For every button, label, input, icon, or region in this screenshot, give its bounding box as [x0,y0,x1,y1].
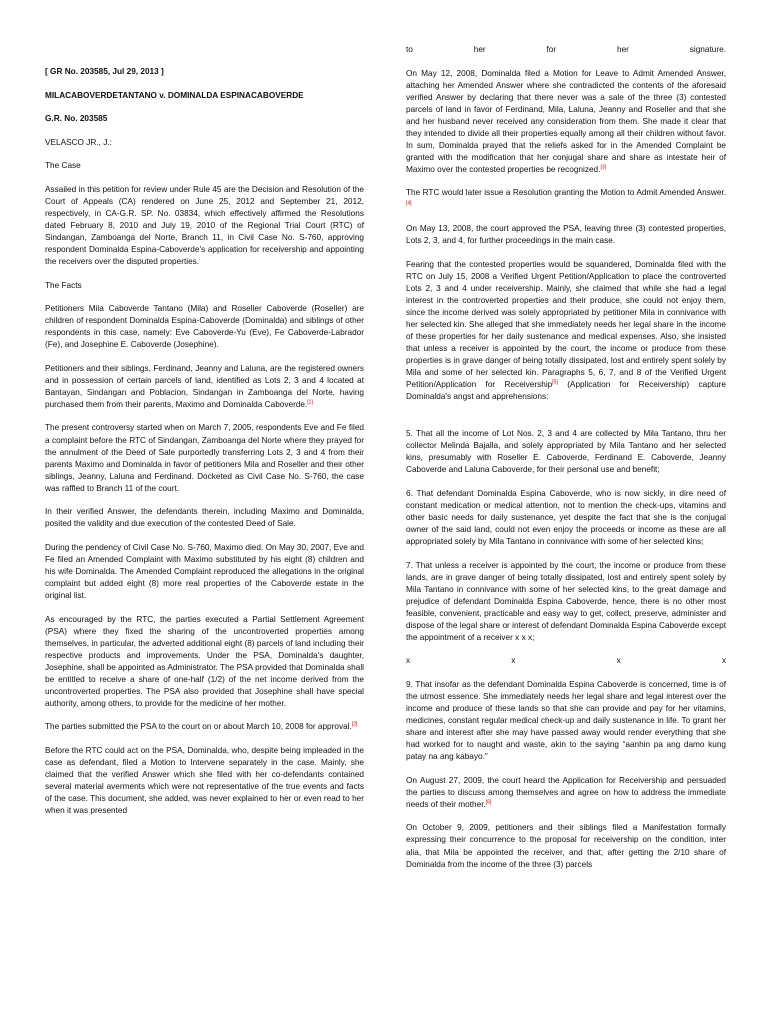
p-intervene [45,745,364,817]
footnote-ref[interactable]: [6] [485,799,492,806]
heading-the-facts-text: The Facts [45,280,82,290]
left-column [45,66,364,829]
p-may13-text: On May 13, 2008, the court approved the PSA, leaving three (3) contested properties, Lots 2, 3, and 4, for further proceedings in the main case. [406,224,726,246]
p-rtc-resolution-text: The RTC would later issue a Resolution granting the Motion to Admit Amended Answer. [406,188,726,198]
case-ref [45,66,364,78]
p-answer [45,506,364,530]
p-fearing-text-after: (Application for Receivership) capture Dominalda's angst and apprehensions: [406,380,727,402]
heading-the-facts [45,280,364,292]
p-answer-text: In their verified Answer, the defendants therein, including Maximo and Dominalda, posited the validity and due execution of the contested Deed of Sale. [45,507,364,529]
x-mark: x [511,656,516,666]
p-may12 [406,68,726,176]
p-intervene-text: Before the RTC could act on the PSA, Dominalda, who, despite being impleaded in the case as defendant, filed a Motion to Intervene separately in the case. Mainly, she claimed that the verified Answer which she filed with her co-defendants contained several material averments which were not representative of the true events and facts of the case. This document, she added, was never explained to her or even read to her when it was presented [45,746,364,816]
heading-the-case [45,160,364,172]
p-psa [45,614,364,710]
gr-number [45,113,364,125]
p-may13 [406,223,726,247]
p-aug27-text: On August 27, 2009, the court heard the Application for Receivership and persuaded the parties to discuss among themselves and agree on how to address the immediate needs of their mother. [406,775,726,809]
p-may12-text: On May 12, 2008, Dominalda filed a Motion for Leave to Admit Amended Answer, attaching her Amended Answer where she contradicted the contents of the aforesaid verified Answer by declaring that there never was a sale of the three (3) contested parcels of land in favor of Ferdinand, Mila, Laluna, Jeanny and Roseller and that she and her husband never received any consideration from them. She made it clear that they intended to divide all their properties equally among all their children without favor. In sum, Dominalda prayed that the reliefs asked for in the Amended Complaint be granted with the modification that her conjugal share and share as intestate heir of Maximo over the contested properties be recognized. [406,68,726,174]
right-column [406,44,726,882]
p-siblings [45,363,364,411]
p-item7 [406,560,726,644]
heading-the-case-text: The Case [45,161,81,171]
case-title-text: MILACABOVERDETANTANO v. DOMINALDA ESPINACABOVERDE [45,90,304,100]
p-siblings-text: Petitioners and their siblings, Ferdinand, Jeanny and Laluna, are the registered owners and in possession of certain parcels of land, identified as Lots 2, 3 and 4 located at Bantayan, Sindangan and Poblacion, Sindangan in Zamboanga del Norte, having purchased them from their parents, Maximo and Dominalda Caboverde. [45,363,364,409]
p-aug27 [406,775,726,811]
x-row [406,655,726,667]
p-pendency-text: During the pendency of Civil Case No. S-760, Maximo died. On May 30, 2007, Eve and Fe filed an Amended Complaint with Maximo substituted by his eight (8) children and his wife Dominalda. The Amended Complaint reproduced the allegations in the original complaint but added eight (8) more real properties of the Caboverde estate in the original list. [45,542,364,601]
p-oct9-text: On October 9, 2009, petitioners and their siblings filed a Manifestation formally expressing their concurrence to the proposal for receivership on the condition, inter alia, that Mila be appointed the receiver, and that, after getting the 2/10 share of Dominalda from the income of the three (3) parcels [406,823,726,869]
case-title [45,90,364,102]
x-mark: x [406,656,411,666]
p-item6-text: 6. That defendant Dominalda Espina Caboverde, who is now sickly, in dire need of constant medication or medical attention, not to mention the check-ups, vitamins and other basic needs for daily sustenance, yet despite the fact that she is the conjugal owner of the said land, could not even enjoy the proceeds or income as these are all appropriated solely by Mila Tantano in connivance with some of her selected kins; [406,488,726,547]
p-submitted [45,721,364,733]
p-item9-text: 9. That insofar as the defendant Dominalda Espina Caboverde is concerned, time is of the utmost essence. She immediately needs her legal share and legal interest over the income and produce of these lands so that she can provide and pay for her vitamins, medicines, constant regular medical check-up and daily sustenance in life. To grant her share and interest after she may have passed away would render everything that she had worked for to naught and waste, akin to the saying “aanhin pa ang damo kung patay na ang kabayo.” [406,679,726,762]
x-mark: x [721,656,726,666]
p-fearing [406,259,726,404]
p-item5 [406,428,726,476]
p-item5-text: 5. That all the income of Lot Nos. 2, 3 and 4 are collected by Mila Tantano, thru her collector Melinda Bajalla, and solely appropriated by Mila Tantano and her selected kins, presumably with Roseller E. Caboverde, Ferdinand E. Caboverde, Jeanny Caboverde and Laluna Caboverde, for their personal use and benefit; [406,429,726,475]
p-assailed-text: Assailed in this petition for review under Rule 45 are the Decision and Resolution of the Court of Appeals (CA) rendered on June 25, 2012 and September 21, 2012, respectively, in CA-G.R. SP. No. 03834, which effectively affirmed the Resolutions dated February 8, 2010 and July 19, 2010 of the Regional Trial Court (RTC) of Sindangan, Zamboanga del Norte, Branch 11, in Civil Case No. S-760, approving respondent Dominalda Espina-Caboverde's application for receivership and appointing the receivers over the disputed properties. [45,184,364,267]
p-signature-cont-text: to her for her signature. [406,45,726,54]
p-controversy-text: The present controversy started when on March 7, 2005, respondents Eve and Fe filed a complaint before the RTC of Sindangan, Zamboanga del Norte where they prayed for the annulment of the Deed of Sale purportedly transferring Lots 2, 3 and 4 from their parents Maximo and Dominalda in favor of petitioners Mila and Roseller and their other siblings, Jeanny, Laluna and Ferdinand. Docketed as Civil Case No. S-760, the case was raffled to Branch 11 of the court. [45,423,364,493]
footnote-ref[interactable]: [2] [351,721,358,728]
p-petitioners-text: Petitioners Mila Caboverde Tantano (Mila) and Roseller Caboverde (Roseller) are children of respondent Dominalda Espina-Caboverde (Dominalda) and siblings of other respondents in this case, namely: Eve Caboverde-Yu (Eve), Fe Caboverde-Labrador (Fe), and Josephine E. Caboverde (Josephine). [45,304,364,350]
p-pendency [45,542,364,602]
p-rtc-resolution [406,187,726,211]
ponente [45,137,364,149]
p-item6 [406,488,726,548]
p-psa-text: As encouraged by the RTC, the parties executed a Partial Settlement Agreement (PSA) where they fixed the sharing of the uncontroverted properties among themselves, in particular, the adverted additional eight (8) parcels of land including their respective products and improvements. Under the PSA, Dominalda's daughter, Josephine, shall be appointed as Administrator. The PSA provided that Dominalda shall be entitled to receive a share of one-half (1/2) of the net income derived from the uncontroverted properties. The PSA also provided that Josephine shall have special authority, among others, to provide for the medicine of her mother. [45,614,364,708]
footnote-ref[interactable]: [5] [552,379,558,386]
p-item7-text: 7. That unless a receiver is appointed by the court, the income or produce from these lands, are in grave danger of being totally dissipated, lost and entirely spent solely by Mila Tantano in connivance with some of her selected kins, to the great damage and prejudice of defendant Dominalda Espina Caboverde, hence, there is no other most feasible, convenient, practicable and easy way to get, collect, preserve, administer and dispose of the legal share or interest of defendant Dominalda Espina Caboverde except the appointment of a receiver x x x; [406,560,726,642]
p-petitioners [45,303,364,351]
x-mark: x [616,656,621,666]
gr-number-text: G.R. No. 203585 [45,114,108,124]
footnote-ref[interactable]: [3] [600,164,607,171]
p-item9 [406,679,726,763]
case-ref-text: [ GR No. 203585, Jul 29, 2013 ] [45,67,164,76]
p-assailed [45,184,364,268]
footnote-ref[interactable]: [1] [307,399,313,406]
p-submitted-text: The parties submitted the PSA to the court on or about March 10, 2008 for approval. [45,722,352,732]
p-fearing-text: Fearing that the contested properties would be squandered, Dominalda filed with the RTC on July 15, 2008 a Verified Urgent Petition/Application to place the controverted Lots 2, 3 and 4 under receivership. Mainly, she claimed that while she had a legal interest in the controverted properties and their produce, she could not enjoy them, since the income derived was solely appropriated by petitioner Mila in connivance with her selected kin. She alleged that she immediately needs her legal share in the income of these properties for her daily sustenance and medical expenses. Also, she insisted that unless a receiver is appointed by the court, the income or produce from these properties is in grave danger of being totally dissipated, lost and entirely spent solely by Mila and some of her selected kin. Paragraphs 5, 6, 7, and 8 of the Verified Urgent Petition/Application for Receivership [406,259,726,390]
p-oct9 [406,822,726,870]
p-signature-cont [406,44,726,56]
ponente-text: VELASCO JR., J.: [45,137,112,147]
footnote-ref[interactable]: [4] [406,199,412,206]
p-controversy [45,422,364,494]
